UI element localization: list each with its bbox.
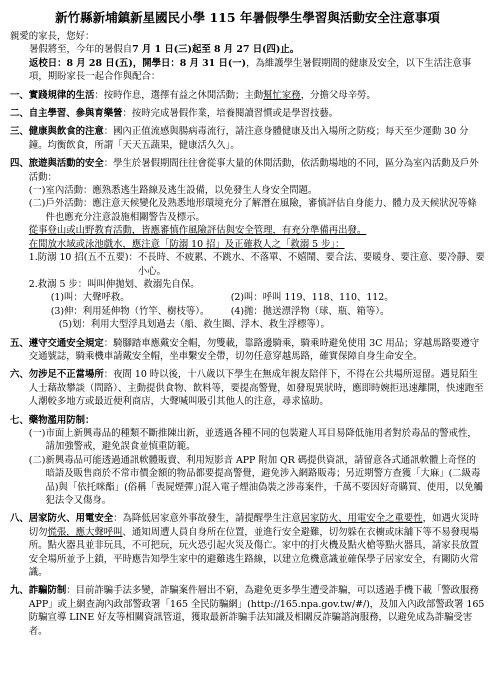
subitem-text: 市面上新興毒品的種類不斷推陳出新，並透過各種不同的包裝避人耳目易降低施用者對於毒品的警戒性，請加強警戒，避免誤食並慎重防範。 [45, 427, 477, 453]
section-heading: 健康與飲食的注意 [28, 126, 104, 138]
section-9 [10, 584, 485, 638]
list-label: 2.救溺 5 步： [28, 278, 88, 290]
section-heading: 實踐規律的生活 [28, 89, 95, 101]
section-number: 七、 [10, 414, 29, 426]
intro-line1: 暑假將至，今年的暑假自 [29, 44, 133, 56]
intro-line2: ，為維護學生暑假期間的健康及安全，以下生活注意事項，期盼家長一起合作與配合： [29, 57, 472, 83]
section-text: ：按時完成暑假作業，培養閱讀習慣或是學習技藝。 [122, 108, 339, 120]
rescue-step: (3)伸：利用延伸物（竹竿、樹枝等）。 [50, 305, 210, 317]
section-8 [10, 512, 485, 579]
water-warning: 在閒放水域或泳池戲水，應注意「防溺 10 招」及正確救人之「救溺 5 步」： [28, 238, 345, 250]
section-7 [10, 414, 485, 508]
section-text-underlined: 居家防火、用電安全之重要性 [300, 513, 423, 525]
section-text: ：夜間 10 時以後，十八歲以下學生在無成年親友陪伴下，不得在公共場所逗留。遇見陌生人士藉故攀談（問路）、主動提供食物、飲料等，要提高警覺，如發現異狀時，應即時婉拒迅速離開，快速跑至人潮較多地方或最近便利商店，大聲喊叫吸引其他人的注意，尋求協助。 [28, 369, 484, 408]
section-4 [10, 157, 485, 331]
drowning-prevention-list [29, 251, 485, 278]
section-text: 、通知周遭人員自身所在位置，並進行安全避難，切勿躲在衣櫥或床舖下等不易發現場所。點火器具並非玩具，不可把玩，玩火恐引起火災及傷亡。家中的打火機及點火槍等點火器具，請家長放置安全場所並予上鎖，平時應告知學生家中的避難逃生路線，以建立危機意識並確保學子居家安全，有關防火常識。 [28, 526, 479, 579]
section-number: 一、 [10, 89, 29, 101]
section-1 [10, 89, 485, 102]
section-number: 四、 [10, 158, 29, 170]
section-text: ：為降低居家意外事故發生，請提醒學生注意 [113, 513, 301, 525]
section-6 [10, 368, 485, 408]
subitem-outdoor [29, 197, 485, 224]
subitem-text: 新興毒品可能透過通訊軟體販賣、利用短影音 APP 附加 QR 碼提供資訊，請留意各式通訊軟體上奇怪的暗語及販售商於不常市價金額的物品都要提高警覺，避免涉入網路販毒；另近期警方查獲「大麻」(二級毒品)與「依托咪酯」(俗稱「喪屍煙彈」)混入電子煙油偽裝之涉毒案件，千萬不要因好奇購買、使用，以免觸犯法令又傷身。 [45, 454, 484, 506]
rescue-step: (2)叫：呼叫 119、118、110、112。 [230, 292, 394, 304]
section-5 [10, 337, 485, 364]
subitem-new-drugs [29, 427, 485, 454]
section-heading: 旅遊與活動的安全 [28, 158, 104, 170]
subitem-text: 戶外活動：應注意天候變化及熟悉地形環境充分了解潛在風險，審慎評估自身能力、體力及天候狀況等條件也應充分注意設施相關警告及標示。 [45, 198, 477, 223]
rescue-step: (4)拋：拋送漂浮物（球、瓶、箱等）。 [230, 305, 390, 317]
section-number: 六、 [10, 369, 29, 381]
subitem-label: (一) [28, 185, 46, 197]
rescue-step: (5)划：利用大型浮具划過去（船、救生圈、浮木、救生浮標等）。 [58, 319, 330, 331]
subitem-text: 室內活動：應熟悉逃生路線及逃生設備，以免發生人身安全問題。 [45, 185, 318, 197]
section-text: ，如遇火災時切勿 [28, 513, 479, 538]
section-heading: 居家防火、用電安全 [28, 513, 114, 525]
section-number: 八、 [10, 513, 29, 525]
rescue-steps-grid [29, 291, 485, 318]
section-number: 三、 [10, 126, 29, 138]
section-colon: ： [85, 414, 95, 426]
rescue-steps-list [29, 278, 485, 291]
vacation-dates: 7 月 1 日(三)起至 8 月 27 日(四)止。 [132, 44, 300, 56]
return-and-start-dates: 返校日：8 月 28 日(五)，開學日：8 月 31 日(一) [29, 57, 247, 69]
section-2 [10, 107, 485, 120]
subitem-label: (二) [28, 454, 46, 466]
list-text: 不長時、不疲累、不跳水、不落單、不嬉鬧、要合法、要暖身、要注意、要冷靜、要小心。 [137, 252, 485, 277]
section-number: 二、 [10, 108, 29, 120]
subitem-indoor [29, 184, 485, 197]
list-text: 叫叫伸拋划、救溺先自保。 [87, 278, 200, 290]
page-title: 新竹縣新埔鎮新星國民小學 115 年暑假學生學習與活動安全注意事項 [55, 10, 440, 25]
section-text-underlined: 慌張，應大聲呼叫 [47, 526, 123, 538]
section-number: 九、 [10, 585, 29, 597]
subitem-label: (二) [28, 198, 46, 210]
list-label: 1.防溺 10 招(五不五要)： [28, 252, 138, 264]
section-heading: 詐騙防制 [28, 585, 67, 597]
section-text: ，分擔父母辛勞。 [300, 89, 376, 101]
section-heading: 自主學習、參與育樂營 [28, 108, 123, 120]
section-heading: 勿涉足不正當場所 [28, 369, 104, 381]
mountain-warning: 從事登山或山野教育活動，皆應審慎作風險評估與安全管理，有充分準備再出發。 [28, 225, 367, 237]
section-heading: 藥物濫用防制 [28, 414, 86, 426]
subitem-label: (一) [28, 427, 46, 439]
section-3 [10, 125, 485, 152]
subitem-online-drugs [29, 454, 485, 508]
section-number: 五、 [10, 337, 29, 349]
section-text: ：按時作息，選擇有益之休閒活動；主動 [94, 89, 264, 101]
section-text: ：騎腳踏車應戴安全帽，勿雙載，靠路邊騎乘，騎乘時避免使用 3C 用品；穿越馬路要遵守交通號誌，騎乘機車請戴安全帽，坐車繫安全帶，切勿任意穿越馬路，確實保障自身生命安全。 [28, 337, 480, 362]
section-text: ：國內正值流感與腸病毒流行，請注意身體健康及出入場所之防疫；每天至少運動 30 分鐘。均衡飲食，所謂「天天五蔬果，健康活久久」。 [28, 126, 469, 151]
intro-paragraph [10, 43, 485, 83]
section-text: ：學生於暑假期間往往會從事大量的休閒活動，依活動場地的不同，區分為室內活動及戶外活動： [28, 158, 479, 183]
section-heading: 遵守交通安全規定 [28, 337, 104, 349]
section-text-underlined: 幫忙家務 [263, 89, 301, 101]
greeting: 親愛的家長，您好： [10, 31, 95, 42]
rescue-step: (1)叫：大聲呼救。 [50, 292, 130, 304]
section-text: ：目前詐騙手法多變，詐騙案件層出不窮，為避免更多學生遭受詐騙，可以透過手機下載「警政服務 APP」或上網查詢內政部警政署「165 全民防騙網」(http://165.npa.gov.tw/#/)，及加入內政部警政署 165 防騙宣導 LINE 好友等相關資訊管道，獲取最新詐騙手法知識及相關反詐騙諮詢服務，以避免成為詐騙受害者。 [28, 585, 485, 637]
